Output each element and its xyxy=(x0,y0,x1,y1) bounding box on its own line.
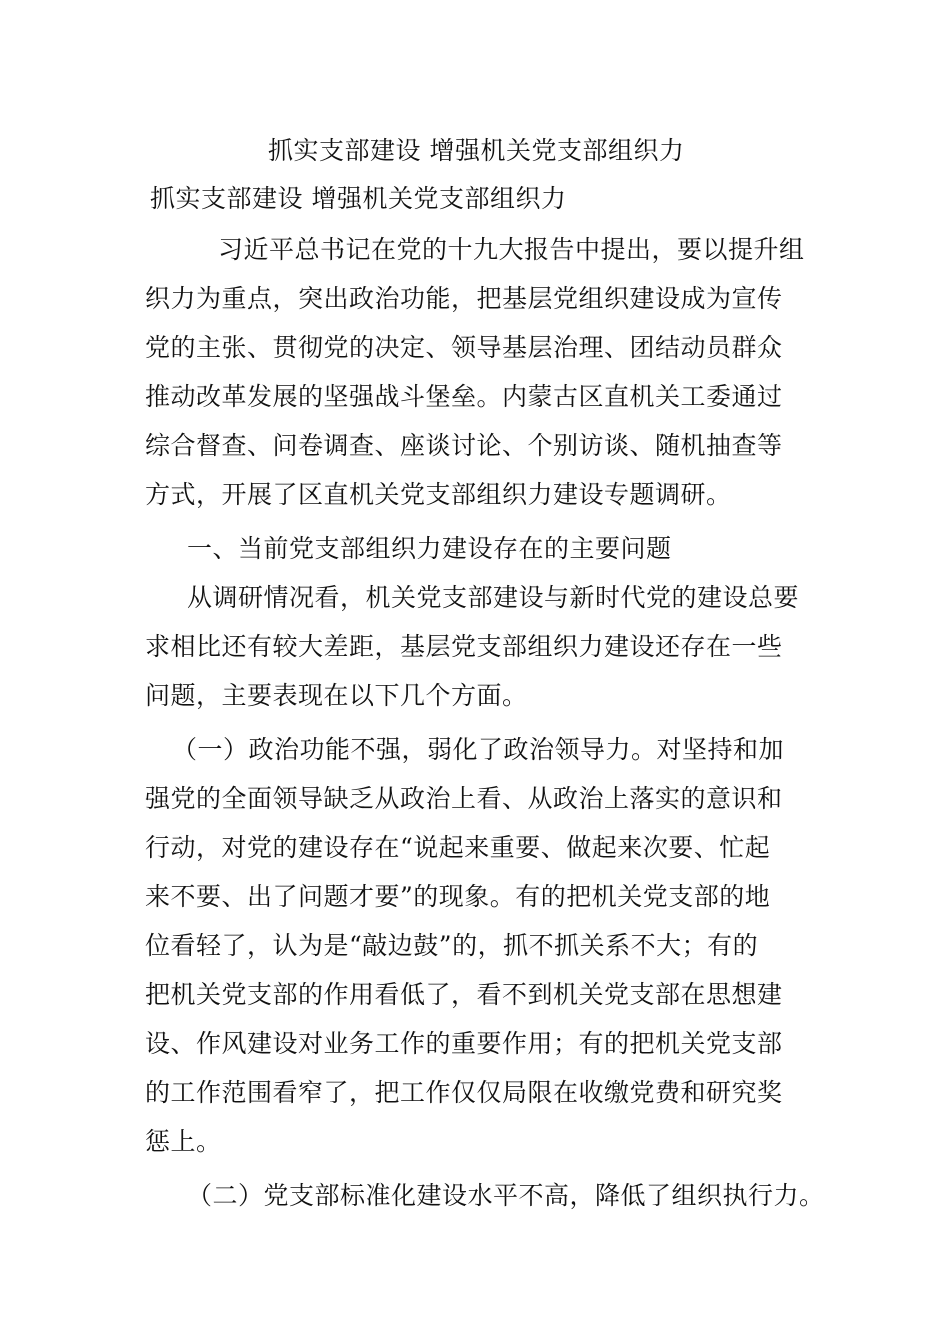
paragraph-line: 综合督查、问卷调查、座谈讨论、个别访谈、随机抽查等 xyxy=(145,431,783,460)
paragraph-line: 推动改革发展的坚强战斗堡垒。内蒙古区直机关工委通过 xyxy=(145,382,783,411)
paragraph-line: 行动，对党的建设存在“说起来重要、做起来次要、忙起 xyxy=(145,833,771,862)
document-subtitle: 抓实支部建设 增强机关党支部组织力 xyxy=(150,184,567,213)
paragraph-line: 来不要、出了问题才要”的现象。有的把机关党支部的地 xyxy=(145,882,771,911)
paragraph-line: 位看轻了，认为是“敲边鼓”的，抓不抓关系不大；有的 xyxy=(145,931,759,960)
paragraph-line: 强党的全面领导缺乏从政治上看、从政治上落实的意识和 xyxy=(145,784,783,813)
paragraph-line: 方式，开展了区直机关党支部组织力建设专题调研。 xyxy=(145,480,732,509)
subsection-paragraph-line: （二）党支部标准化建设水平不高，降低了组织执行力。 xyxy=(187,1181,825,1210)
paragraph-line: 习近平总书记在党的十九大报告中提出，要以提升组 xyxy=(218,235,805,264)
paragraph-line: 惩上。 xyxy=(145,1127,222,1156)
paragraph-line: 设、作风建设对业务工作的重要作用；有的把机关党支部 xyxy=(145,1029,783,1058)
section-heading: 一、当前党支部组织力建设存在的主要问题 xyxy=(187,534,672,563)
subsection-paragraph-line: （一）政治功能不强，弱化了政治领导力。对坚持和加 xyxy=(172,735,785,764)
document-title: 抓实支部建设 增强机关党支部组织力 xyxy=(268,136,685,165)
paragraph-line: 把机关党支部的作用看低了，看不到机关党支部在思想建 xyxy=(145,980,783,1009)
paragraph-line: 问题，主要表现在以下几个方面。 xyxy=(145,681,528,710)
paragraph-line: 的工作范围看窄了，把工作仅仅局限在收缴党费和研究奖 xyxy=(145,1078,783,1107)
paragraph-line: 从调研情况看，机关党支部建设与新时代党的建设总要 xyxy=(187,583,800,612)
paragraph-line: 求相比还有较大差距，基层党支部组织力建设还存在一些 xyxy=(145,632,783,661)
paragraph-line: 织力为重点，突出政治功能，把基层党组织建设成为宣传 xyxy=(145,284,783,313)
paragraph-line: 党的主张、贯彻党的决定、领导基层治理、团结动员群众 xyxy=(145,333,783,362)
